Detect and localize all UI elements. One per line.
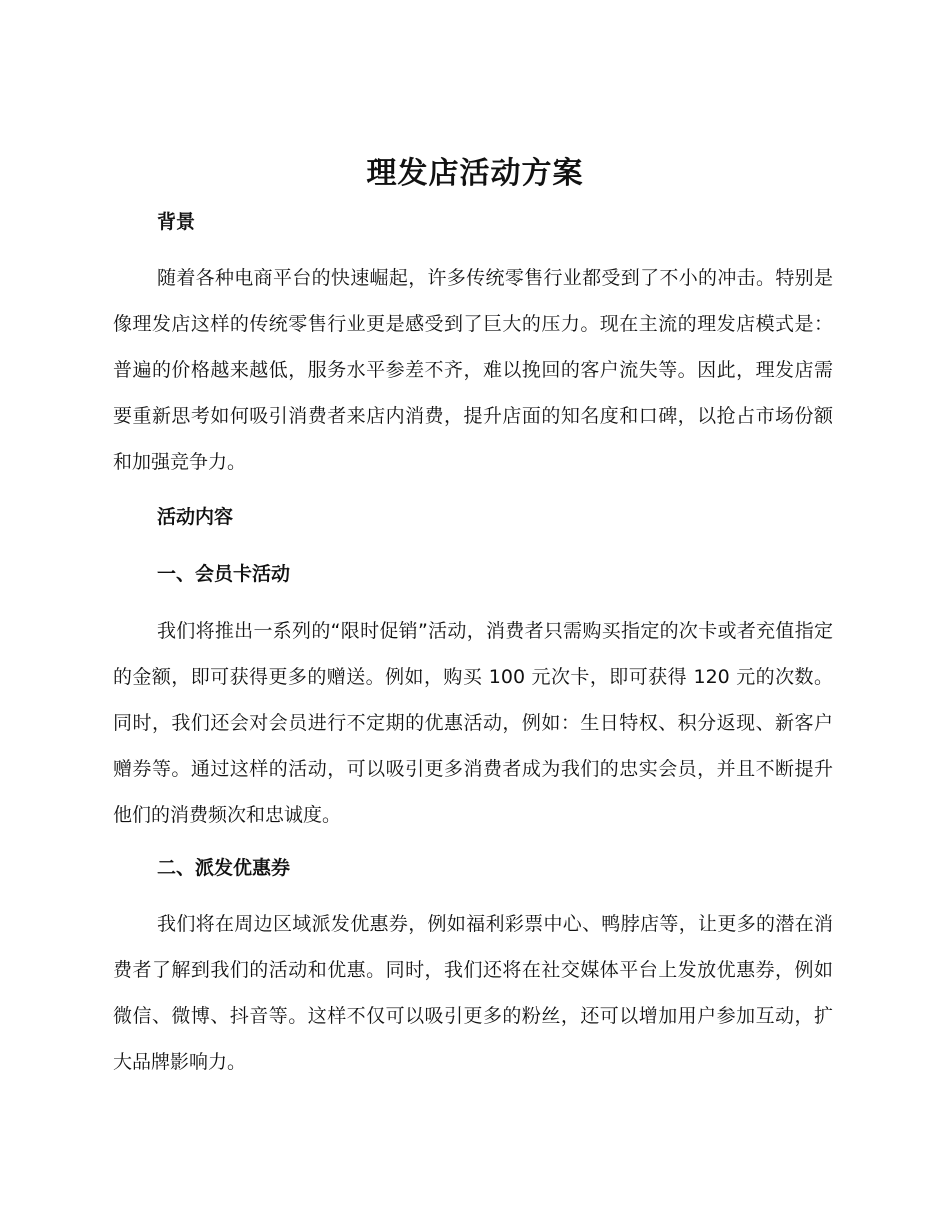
section-heading-background: 背景 [157, 211, 196, 233]
section-paragraph-background: 随着各种电商平台的快速崛起，许多传统零售行业都受到了不小的冲击。特别是像理发店这样的传统零售行业更是感受到了巨大的压力。现在主流的理发店模式是：普遍的价格越来越低，服务水平参差不齐，难以挽回的客户流失等。因此，理发店需要重新思考如何吸引消费者来店内消费，提升店面的知名度和口碑，以抢占市场份额和加强竞争力。 [113, 267, 833, 473]
document-title: 理发店活动方案 [366, 156, 584, 191]
section-heading-coupons: 二、派发优惠券 [157, 857, 291, 879]
section-heading-activity-content: 活动内容 [157, 506, 234, 528]
section-paragraph-coupons: 我们将在周边区域派发优惠券，例如福利彩票中心、鸭脖店等，让更多的潜在消费者了解到我们的活动和优惠。同时，我们还将在社交媒体平台上发放优惠券，例如微信、微博、抖音等。这样不仅可以吸引更多的粉丝，还可以增加用户参加互动，扩大品牌影响力。 [113, 913, 833, 1073]
section-heading-membership-card: 一、会员卡活动 [157, 563, 291, 585]
section-paragraph-membership-card: 我们将推出一系列的“限时促销”活动，消费者只需购买指定的次卡或者充值指定的金额，即可获得更多的赠送。例如，购买 100 元次卡，即可获得 120 元的次数。同时，我们还会对会员进行不定期的优惠活动，例如：生日特权、积分返现、新客户赠券等。通过这样的活动，可以吸引更多消费者成为我们的忠实会员，并且不断提升他们的消费频次和忠诚度。 [113, 620, 833, 826]
